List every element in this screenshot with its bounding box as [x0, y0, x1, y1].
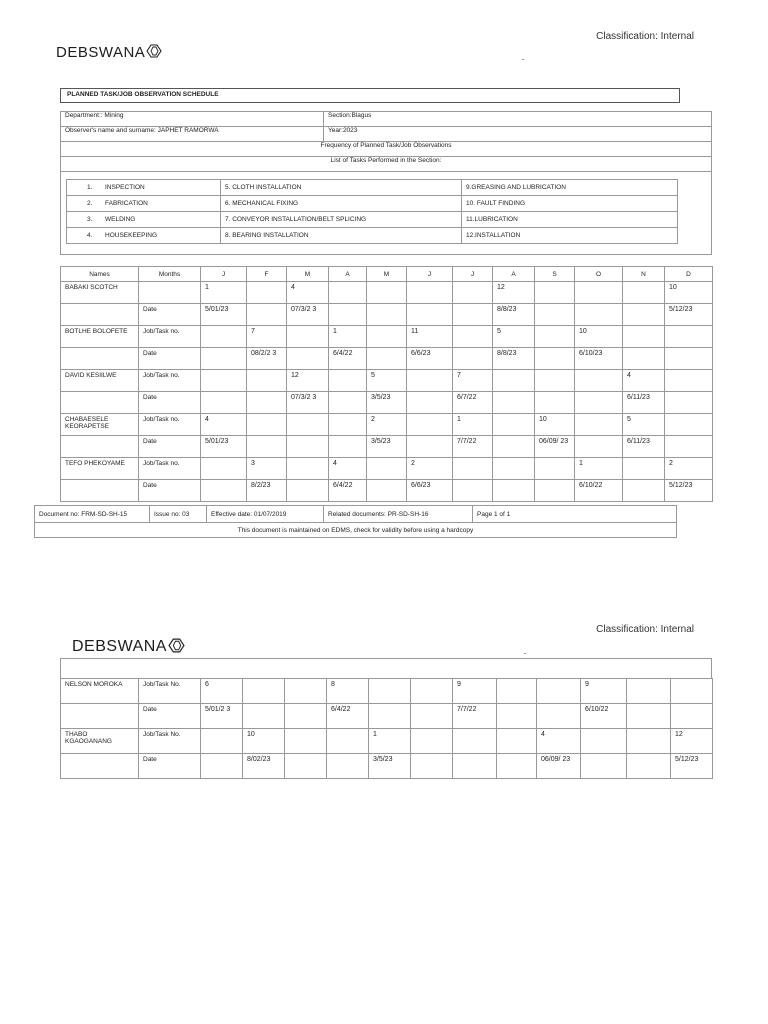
table-row: [61, 679, 713, 704]
schedule-cell: 08/2/2 3: [247, 348, 287, 370]
schedule-cell: 10: [535, 414, 575, 436]
schedule-cell: 7: [453, 370, 493, 392]
scan-mark: [522, 59, 524, 60]
page-number: Page 1 of 1: [473, 506, 677, 523]
schedule-cell: [411, 704, 453, 729]
schedule-cell: [535, 370, 575, 392]
schedule-cell: 10: [243, 729, 285, 754]
schedule-cell: [575, 414, 623, 436]
classification-label-2: Classification: Internal: [596, 624, 694, 635]
task-cell-col1: [67, 212, 221, 228]
task-cell-col3: 11.LUBRICATION: [462, 212, 678, 228]
schedule-cell: [493, 480, 535, 502]
table-row: [61, 704, 713, 729]
schedule-cell: [535, 392, 575, 414]
frequency-title: Frequency of Planned Task/Job Observations: [61, 142, 712, 157]
schedule-cell: [247, 282, 287, 304]
row-type-cell: [139, 282, 201, 304]
schedule-cell: [287, 480, 329, 502]
schedule-cell: [671, 679, 713, 704]
schedule-cell: 5/01/23: [201, 436, 247, 458]
schedule-cell: 4: [201, 414, 247, 436]
row-type-cell: Job/Task no.: [139, 370, 201, 392]
issue-no: Issue no: 03: [150, 506, 207, 523]
schedule-cell: 1: [329, 326, 367, 348]
table-row: [61, 392, 713, 414]
schedule-cell: [329, 392, 367, 414]
table-row: [61, 282, 713, 304]
table-row: [61, 414, 713, 436]
schedule-cell: [367, 480, 407, 502]
debswana-logo-icon: [168, 638, 185, 653]
schedule-cell: [665, 414, 713, 436]
schedule-cell: [493, 458, 535, 480]
schedule-cell: 4: [537, 729, 581, 754]
observer-name-cell: TEFO PHEKOYAME: [61, 458, 139, 480]
schedule-cell: 10: [665, 282, 713, 304]
row-type-cell: Date: [139, 754, 201, 779]
column-header: Months: [139, 267, 201, 282]
column-header: J: [453, 267, 493, 282]
column-header: F: [247, 267, 287, 282]
observer-name-cell: BOTLHE BOLOFETE: [61, 326, 139, 348]
schedule-cell: [407, 392, 453, 414]
schedule-cell: [575, 282, 623, 304]
schedule-cell: 6/11/23: [623, 436, 665, 458]
schedule-cell: [497, 729, 537, 754]
schedule-cell: [535, 282, 575, 304]
schedule-cell: [665, 436, 713, 458]
form-title-box: [60, 88, 680, 103]
schedule-cell: 8/8/23: [493, 304, 535, 326]
schedule-cell: [367, 326, 407, 348]
schedule-cell: [453, 754, 497, 779]
schedule-cell: 5: [493, 326, 535, 348]
schedule-cell: [623, 326, 665, 348]
schedule-cell: [285, 754, 327, 779]
schedule-cell: 11: [407, 326, 453, 348]
schedule-cell: 07/3/2 3: [287, 392, 329, 414]
table-row: [61, 480, 713, 502]
schedule-cell: 4: [287, 282, 329, 304]
schedule-cell: 8/8/23: [493, 348, 535, 370]
schedule-cell: [665, 348, 713, 370]
schedule-cell: 07/3/2 3: [287, 304, 329, 326]
observer-name-cell: [61, 754, 139, 779]
schedule-cell: [243, 704, 285, 729]
schedule-cell: [287, 458, 329, 480]
schedule-cell: [411, 754, 453, 779]
row-type-cell: Date: [139, 348, 201, 370]
table-row: [61, 754, 713, 779]
column-header: O: [575, 267, 623, 282]
classification-label: Classification: Internal: [596, 31, 694, 42]
schedule-cell: [535, 326, 575, 348]
table-row: [61, 436, 713, 458]
schedule-cell: 3/5/23: [369, 754, 411, 779]
schedule-cell: [247, 414, 287, 436]
schedule-cell: 06/09/ 23: [535, 436, 575, 458]
table-row: [61, 370, 713, 392]
schedule-cell: [369, 704, 411, 729]
schedule-cell: [627, 729, 671, 754]
schedule-cell: [581, 754, 627, 779]
column-header: M: [287, 267, 329, 282]
schedule-cell: [627, 754, 671, 779]
schedule-cell: [575, 304, 623, 326]
schedule-cell: 9: [581, 679, 627, 704]
schedule-cell: 8: [327, 679, 369, 704]
column-header: J: [407, 267, 453, 282]
header-row: [61, 267, 713, 282]
schedule-cell: 4: [623, 370, 665, 392]
task-label: FABRICATION: [105, 200, 148, 207]
schedule-cell: [329, 436, 367, 458]
schedule-cell: [671, 704, 713, 729]
schedule-cell: 6/6/23: [407, 348, 453, 370]
debswana-logo: [56, 44, 162, 61]
row-type-cell: Job/Task no.: [139, 326, 201, 348]
schedule-cell: [247, 304, 287, 326]
schedule-cell: [497, 704, 537, 729]
task-cell-col1: [67, 180, 221, 196]
schedule-cell: [327, 729, 369, 754]
task-cell-col1: [67, 196, 221, 212]
row-type-cell: Date: [139, 392, 201, 414]
task-cell-col1: [67, 228, 221, 244]
schedule-cell: 5/01/23: [201, 304, 247, 326]
schedule-cell: [535, 480, 575, 502]
schedule-cell: [627, 704, 671, 729]
schedule-cell: 8/2/23: [247, 480, 287, 502]
schedule-cell: 5/01/2 3: [201, 704, 243, 729]
column-header: A: [329, 267, 367, 282]
schedule-cell: [287, 414, 329, 436]
column-header: N: [623, 267, 665, 282]
schedule-cell: 6/6/23: [407, 480, 453, 502]
schedule-cell: 10: [575, 326, 623, 348]
schedule-cell: [329, 304, 367, 326]
row-type-cell: Date: [139, 304, 201, 326]
task-cell-col2: 5. CLOTH INSTALLATION: [221, 180, 462, 196]
row-type-cell: Date: [139, 704, 201, 729]
schedule-cell: [497, 754, 537, 779]
schedule-cell: [287, 348, 329, 370]
schedule-cell: [453, 729, 497, 754]
continuation-header: [60, 658, 712, 679]
task-row: [67, 212, 678, 228]
observer-name-cell: [61, 480, 139, 502]
schedule-cell: [493, 392, 535, 414]
row-type-cell: Job/Task No.: [139, 679, 201, 704]
schedule-cell: 12: [287, 370, 329, 392]
schedule-cell: [201, 392, 247, 414]
observer-name-cell: [61, 392, 139, 414]
observer-name-cell: [61, 304, 139, 326]
observer-name-cell: NELSON MOROKA: [61, 679, 139, 704]
schedule-cell: 6/11/23: [623, 392, 665, 414]
schedule-cell: 5: [367, 370, 407, 392]
schedule-cell: 7/7/22: [453, 704, 497, 729]
schedule-cell: [575, 392, 623, 414]
debswana-logo-icon: [146, 44, 162, 58]
task-cell-col2: 8. BEARING INSTALLATION: [221, 228, 462, 244]
schedule-cell: [327, 754, 369, 779]
schedule-cell: [201, 370, 247, 392]
schedule-cell: [665, 370, 713, 392]
schedule-cell: [367, 348, 407, 370]
schedule-cell: 7/7/22: [453, 436, 493, 458]
task-cell-col2: 7. CONVEYOR INSTALLATION/BELT SPLICING: [221, 212, 462, 228]
section-cell: Section:Blagus: [324, 112, 712, 127]
schedule-cell: [493, 436, 535, 458]
observer-name-cell: CHABAESELE KEORAPETSE: [61, 414, 139, 436]
debswana-logo-2: [72, 638, 185, 656]
schedule-cell: [581, 729, 627, 754]
tasks-table: [66, 179, 678, 244]
schedule-cell: [287, 326, 329, 348]
observer-name-cell: [61, 436, 139, 458]
column-header: A: [493, 267, 535, 282]
task-label: WELDING: [105, 216, 136, 223]
row-type-cell: Job/Task No.: [139, 729, 201, 754]
task-row: [67, 180, 678, 196]
task-row: [67, 196, 678, 212]
schedule-cell: 4: [329, 458, 367, 480]
schedule-cell: [369, 679, 411, 704]
task-cell-col3: 10. FAULT FINDING: [462, 196, 678, 212]
schedule-cell: 6/4/22: [329, 480, 367, 502]
schedule-cell: 3/5/23: [367, 436, 407, 458]
schedule-table-continued: [60, 678, 713, 779]
schedule-cell: 3: [247, 458, 287, 480]
schedule-cell: [535, 348, 575, 370]
table-row: [61, 729, 713, 754]
schedule-cell: [329, 370, 367, 392]
observer-cell: Observer's name and surname: JAPHET RAMORWA: [61, 127, 324, 142]
schedule-cell: [201, 480, 247, 502]
schedule-cell: 7: [247, 326, 287, 348]
schedule-cell: [453, 480, 493, 502]
schedule-cell: [407, 304, 453, 326]
schedule-cell: 6/10/22: [575, 480, 623, 502]
schedule-cell: [537, 679, 581, 704]
schedule-cell: [407, 414, 453, 436]
schedule-cell: [453, 348, 493, 370]
schedule-cell: [535, 458, 575, 480]
schedule-cell: [623, 304, 665, 326]
column-header: J: [201, 267, 247, 282]
schedule-cell: 2: [665, 458, 713, 480]
schedule-cell: [665, 392, 713, 414]
schedule-cell: [201, 458, 247, 480]
schedule-cell: 1: [575, 458, 623, 480]
brand-name: DEBSWANA: [56, 44, 146, 61]
schedule-cell: 6/7/22: [453, 392, 493, 414]
schedule-cell: [247, 392, 287, 414]
schedule-cell: 3/5/23: [367, 392, 407, 414]
task-number: 4.: [87, 232, 93, 239]
schedule-cell: [407, 282, 453, 304]
schedule-cell: [623, 348, 665, 370]
form-title: PLANNED TASK/JOB OBSERVATION SCHEDULE: [67, 91, 219, 98]
schedule-cell: [287, 436, 329, 458]
schedule-cell: [575, 436, 623, 458]
observer-name-cell: [61, 704, 139, 729]
schedule-cell: [453, 326, 493, 348]
schedule-cell: [575, 370, 623, 392]
schedule-cell: 5/12/23: [665, 480, 713, 502]
schedule-cell: [285, 704, 327, 729]
table-row: [61, 458, 713, 480]
schedule-cell: 6: [201, 679, 243, 704]
schedule-cell: [247, 436, 287, 458]
schedule-cell: [627, 679, 671, 704]
year-cell: Year:2023: [324, 127, 712, 142]
schedule-cell: [411, 679, 453, 704]
task-cell-col3: 9.GREASING AND LUBRICATION: [462, 180, 678, 196]
schedule-cell: [493, 414, 535, 436]
schedule-cell: [407, 436, 453, 458]
table-row: [61, 326, 713, 348]
related-documents: Related documents: PR-SD-SH-16: [324, 506, 473, 523]
column-header: S: [535, 267, 575, 282]
schedule-cell: 6/10/23: [575, 348, 623, 370]
schedule-cell: [243, 679, 285, 704]
schedule-cell: 5/12/23: [671, 754, 713, 779]
schedule-cell: [623, 458, 665, 480]
schedule-cell: [367, 458, 407, 480]
row-type-cell: Date: [139, 480, 201, 502]
task-number: 1.: [87, 184, 93, 191]
schedule-cell: 6/4/22: [327, 704, 369, 729]
column-header: D: [665, 267, 713, 282]
schedule-cell: [453, 282, 493, 304]
schedule-cell: [329, 282, 367, 304]
schedule-cell: [367, 304, 407, 326]
schedule-cell: 5: [623, 414, 665, 436]
observer-name-cell: [61, 348, 139, 370]
schedule-cell: [535, 304, 575, 326]
task-label: HOUSEKEEPING: [105, 232, 158, 239]
row-type-cell: Date: [139, 436, 201, 458]
schedule-cell: [201, 326, 247, 348]
schedule-cell: [201, 729, 243, 754]
schedule-cell: [201, 754, 243, 779]
doc-no: Document no: FRM-SD-SH-15: [35, 506, 150, 523]
schedule-cell: [329, 414, 367, 436]
column-header: Names: [61, 267, 139, 282]
row-type-cell: Job/Task no.: [139, 414, 201, 436]
schedule-cell: [493, 370, 535, 392]
scan-mark: [524, 653, 526, 654]
effective-date: Effective date: 01/07/2019: [207, 506, 324, 523]
schedule-cell: [453, 458, 493, 480]
tasks-title: List of Tasks Performed in the Section:: [61, 157, 712, 172]
table-row: [61, 348, 713, 370]
brand-name-2: DEBSWANA: [72, 638, 167, 655]
schedule-cell: [407, 370, 453, 392]
task-number: 3.: [87, 216, 93, 223]
task-row: [67, 228, 678, 244]
schedule-cell: 12: [493, 282, 535, 304]
schedule-cell: 12: [671, 729, 713, 754]
schedule-cell: 2: [407, 458, 453, 480]
schedule-cell: [201, 348, 247, 370]
schedule-cell: [453, 304, 493, 326]
schedule-cell: [623, 480, 665, 502]
schedule-cell: 06/09/ 23: [537, 754, 581, 779]
schedule-cell: [411, 729, 453, 754]
schedule-cell: [623, 282, 665, 304]
schedule-cell: 6/4/22: [329, 348, 367, 370]
schedule-table: [60, 266, 713, 502]
schedule-cell: [367, 282, 407, 304]
row-type-cell: Job/Task no.: [139, 458, 201, 480]
edms-note: This document is maintained on EDMS, check for validity before using a hardcopy: [35, 523, 677, 538]
task-cell-col3: 12.INSTALLATION: [462, 228, 678, 244]
column-header: M: [367, 267, 407, 282]
schedule-cell: 8/02/23: [243, 754, 285, 779]
schedule-cell: [665, 326, 713, 348]
schedule-cell: 1: [201, 282, 247, 304]
schedule-cell: [537, 704, 581, 729]
footer-table: [34, 505, 677, 538]
schedule-cell: 9: [453, 679, 497, 704]
task-cell-col2: 6. MECHANICAL FIXING: [221, 196, 462, 212]
observer-name-cell: DAVID KESIILWE: [61, 370, 139, 392]
page-2: [0, 610, 768, 810]
observer-name-cell: BABAKI SCOTCH: [61, 282, 139, 304]
department-cell: Department:: Mining: [61, 112, 324, 127]
schedule-cell: 6/10/22: [581, 704, 627, 729]
table-row: [61, 304, 713, 326]
schedule-cell: 2: [367, 414, 407, 436]
task-label: INSPECTION: [105, 184, 145, 191]
schedule-cell: 5/12/23: [665, 304, 713, 326]
task-number: 2.: [87, 200, 93, 207]
schedule-cell: [285, 729, 327, 754]
schedule-cell: 1: [369, 729, 411, 754]
observer-name-cell: THABO KGAOGANANG: [61, 729, 139, 754]
schedule-cell: 1: [453, 414, 493, 436]
schedule-cell: [497, 679, 537, 704]
schedule-cell: [247, 370, 287, 392]
schedule-cell: [285, 679, 327, 704]
